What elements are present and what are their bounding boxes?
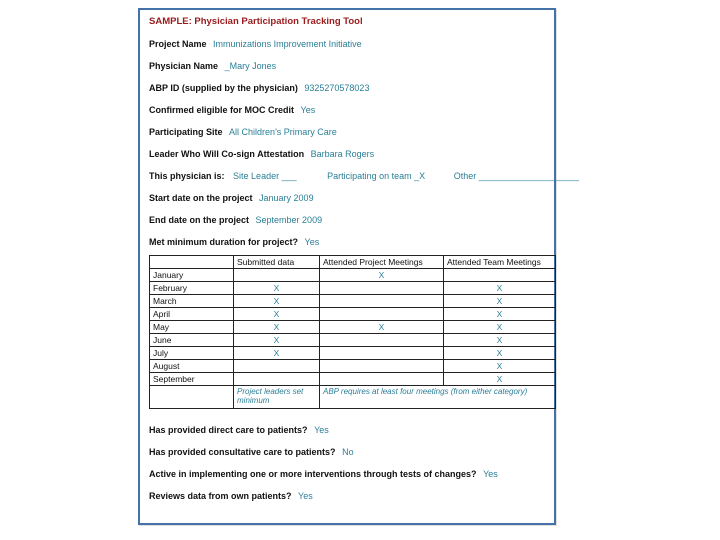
table-row [150, 321, 556, 334]
table-header-row [150, 256, 556, 269]
question-label: Active in implementing one or more interventions through tests of changes? [149, 469, 477, 479]
table-row [150, 347, 556, 360]
month-column-header [150, 256, 234, 269]
table-row [150, 282, 556, 295]
mark-cell: X [444, 295, 556, 308]
field-moc-credit [149, 106, 546, 115]
question-direct-care [149, 426, 546, 435]
mark-cell [320, 373, 444, 386]
field-value: September 2009 [255, 215, 323, 225]
mark-cell [234, 373, 320, 386]
field-label: Start date on the project [149, 193, 253, 203]
project-meetings-header: Attended Project Meetings [320, 256, 444, 269]
field-min-duration [149, 238, 546, 247]
month-cell: January [150, 269, 234, 282]
mark-cell: X [234, 282, 320, 295]
field-value: January 2009 [259, 193, 314, 203]
fields-block [149, 39, 579, 247]
mark-cell: X [234, 334, 320, 347]
mark-cell: X [444, 373, 556, 386]
question-answer: Yes [483, 469, 498, 479]
mark-cell [320, 360, 444, 373]
field-value: Yes [300, 105, 316, 115]
field-start-date [149, 194, 546, 203]
questions-block [149, 426, 546, 501]
table-row [150, 334, 556, 347]
mark-cell: X [234, 295, 320, 308]
mark-cell [320, 347, 444, 360]
mark-cell: X [444, 347, 556, 360]
month-cell: August [150, 360, 234, 373]
field-participating-site [149, 128, 546, 137]
field-abp-id [149, 84, 546, 93]
field-value: _Mary Jones [224, 61, 277, 71]
mark-cell [234, 269, 320, 282]
question-label: Reviews data from own patients? [149, 491, 292, 501]
mark-cell: X [444, 360, 556, 373]
table-footer-row [150, 386, 556, 409]
question-label: Has provided consultative care to patients? [149, 447, 336, 457]
mark-cell: X [444, 308, 556, 321]
field-physician-name [149, 62, 546, 71]
question-answer: Yes [298, 491, 313, 501]
field-value: Barbara Rogers [310, 149, 375, 159]
month-cell: April [150, 308, 234, 321]
field-value: Immunizations Improvement Initiative [213, 39, 362, 49]
mark-cell [444, 269, 556, 282]
site-leader-option: Site Leader ___ [233, 171, 297, 181]
field-label: Confirmed eligible for MOC Credit [149, 105, 295, 115]
field-label: Participating Site [149, 127, 223, 137]
question-label: Has provided direct care to patients? [149, 425, 308, 435]
participating-option: Participating on team _X [327, 171, 426, 181]
field-end-date [149, 216, 546, 225]
question-consultative-care [149, 448, 546, 457]
submitted-minimum-note: Project leaders set minimum [234, 386, 320, 409]
mark-cell: X [444, 334, 556, 347]
mark-cell: X [444, 321, 556, 334]
question-interventions [149, 470, 546, 479]
field-label: Project Name [149, 39, 207, 49]
meetings-requirement-note: ABP requires at least four meetings (from either category) [320, 386, 556, 409]
month-cell: June [150, 334, 234, 347]
month-cell: September [150, 373, 234, 386]
mark-cell [234, 360, 320, 373]
tracking-table-body [150, 269, 556, 386]
field-value: Yes [304, 237, 320, 247]
other-option: Other ____________________ [453, 171, 579, 181]
field-cosign-leader [149, 150, 546, 159]
mark-cell [320, 295, 444, 308]
table-row [150, 360, 556, 373]
mark-cell: X [234, 308, 320, 321]
question-answer: No [342, 447, 354, 457]
question-answer: Yes [314, 425, 329, 435]
field-label: This physician is: [149, 171, 225, 181]
participation-table [149, 255, 556, 409]
mark-cell [320, 334, 444, 347]
physician-role-row [149, 171, 579, 181]
field-label: ABP ID (supplied by the physician) [149, 83, 298, 93]
mark-cell [320, 308, 444, 321]
submitted-data-header: Submitted data [234, 256, 320, 269]
month-cell: July [150, 347, 234, 360]
document-page [138, 8, 579, 525]
mark-cell: X [234, 321, 320, 334]
table-row [150, 295, 556, 308]
field-project-name [149, 40, 546, 49]
mark-cell: X [320, 269, 444, 282]
field-value: All Children's Primary Care [229, 127, 337, 137]
team-meetings-header: Attended Team Meetings [444, 256, 556, 269]
field-label: Leader Who Will Co-sign Attestation [149, 149, 305, 159]
table-row [150, 373, 556, 386]
month-cell: March [150, 295, 234, 308]
month-cell: February [150, 282, 234, 295]
footer-empty-cell [150, 386, 234, 409]
page-title: SAMPLE: Physician Participation Tracking Tool [149, 16, 363, 27]
field-label: End date on the project [149, 215, 250, 225]
mark-cell [320, 282, 444, 295]
mark-cell: X [234, 347, 320, 360]
month-cell: May [150, 321, 234, 334]
table-row [150, 308, 556, 321]
field-value: 9325270578023 [304, 83, 370, 93]
mark-cell: X [444, 282, 556, 295]
question-reviews-data [149, 492, 546, 501]
mark-cell: X [320, 321, 444, 334]
field-label: Physician Name [149, 61, 219, 71]
field-label: Met minimum duration for project? [149, 237, 299, 247]
table-row [150, 269, 556, 282]
